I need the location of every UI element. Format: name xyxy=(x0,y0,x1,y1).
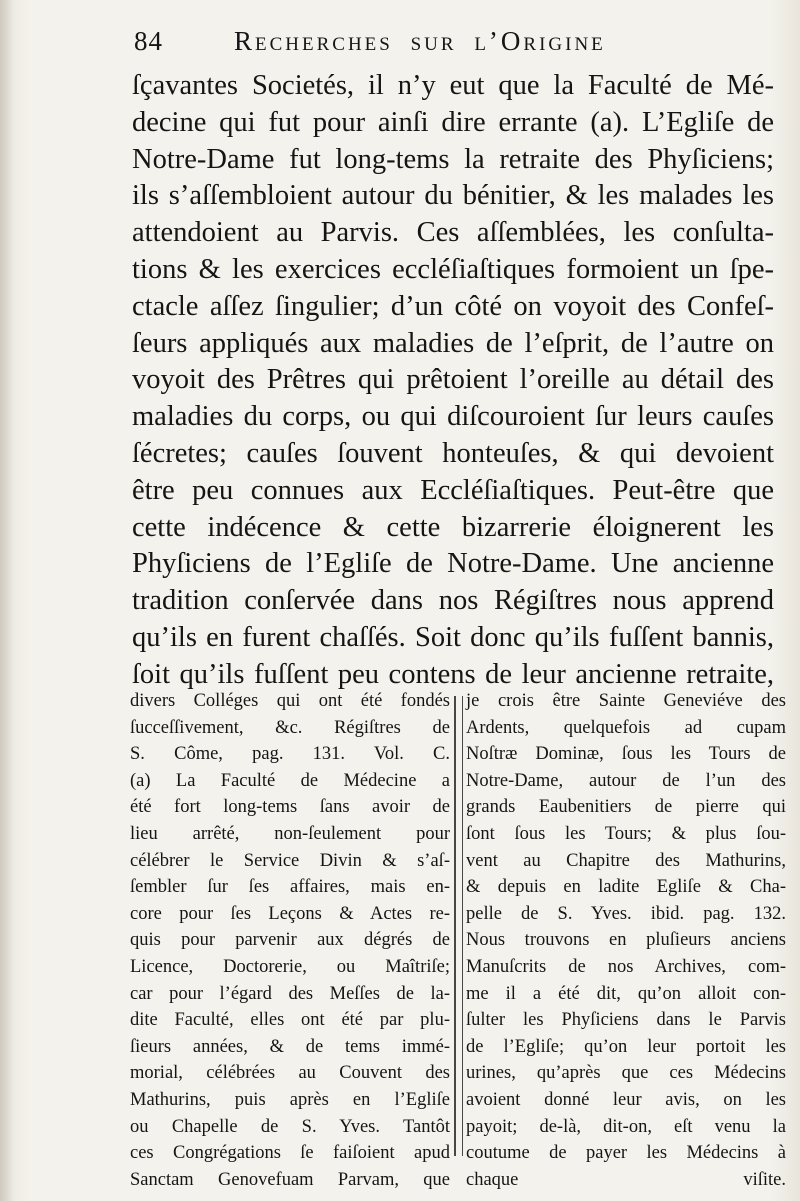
main-text-line: decine qui fut pour ainſi dire errante (a). L’Egliſe de xyxy=(132,106,774,138)
footnote-line: ſucceſſivement, &c. Régiſtres de xyxy=(130,717,450,738)
footnote-line: morial, célébrées au Couvent des xyxy=(130,1063,450,1084)
footnote-line: Manuſcrits de nos Archives, com- xyxy=(466,956,786,977)
footnote-line: chaque viſite. xyxy=(466,1169,786,1190)
footnote-line: Nous trouvons en pluſieurs anciens xyxy=(466,930,786,951)
footnote-line: & depuis en ladite Egliſe & Cha- xyxy=(466,877,786,898)
footnote-line: dite Faculté, elles ont été par plu- xyxy=(130,1010,450,1031)
footnote-line: Licence, Doctorerie, ou Maîtriſe; xyxy=(130,956,450,977)
footnote-line: je crois être Sainte Geneviéve des xyxy=(466,691,786,711)
gutter-shadow xyxy=(0,0,14,1201)
main-text-line: tradition conſervée dans nos Régiſtres nous apprend xyxy=(132,585,774,617)
footnote-line: (a) La Faculté de Médecine a xyxy=(130,770,450,791)
main-text-line: Notre-Dame fut long-tems la retraite des Phyſiciens; xyxy=(132,143,774,175)
main-text-line: cette indécence & cette bizarrerie éloignerent les xyxy=(132,511,774,543)
footnote-line: de l’Egliſe; qu’on leur portoit les xyxy=(466,1036,786,1057)
footnote-line: pelle de S. Yves. ibid. pag. 132. xyxy=(466,903,786,924)
footnote-line: lieu arrêté, non-ſeulement pour xyxy=(130,823,450,844)
footnote-line: Noſtræ Dominæ, ſous les Tours de xyxy=(466,744,786,765)
footnote-line: urines, qu’après que ces Médecins xyxy=(466,1063,786,1084)
footnote-line: grands Eaubenitiers de pierre qui xyxy=(466,797,786,818)
footnote-line: ſembler ſur ſes affaires, mais en- xyxy=(130,877,450,898)
footnote-line: vent au Chapitre des Mathurins, xyxy=(466,850,786,871)
main-text-line: tions & les exercices eccléſiaſtiques formoient un ſpe- xyxy=(132,253,774,285)
main-text-line: attendoient au Parvis. Ces aſſemblées, les conſulta- xyxy=(132,217,774,249)
footnote-line: été fort long-tems ſans avoir de xyxy=(130,797,450,818)
main-text-line: Phyſiciens de l’Egliſe de Notre-Dame. Une ancienne xyxy=(132,548,774,580)
footnote-line: célébrer le Service Divin & s’aſ- xyxy=(130,850,450,871)
main-text-line: ſécretes; cauſes ſouvent honteuſes, & qui devoient xyxy=(132,437,774,469)
main-text-line: ſçavantes Societés, il n’y eut que la Faculté de Mé- xyxy=(132,70,774,101)
column-rule xyxy=(454,696,463,1156)
main-text-line: être peu connues aux Eccléſiaſtiques. Peut-être que xyxy=(132,474,774,506)
running-title: Recherches sur l’Origine xyxy=(234,26,606,56)
main-text-line: ſoit qu’ils fuſſent peu contens de leur ancienne retraite, xyxy=(132,658,774,690)
main-text-line: ſeurs appliqués aux maladies de l’eſprit, de l’autre on xyxy=(132,327,774,359)
main-text-line: ils s’aſſembloient autour du bénitier, & les malades les xyxy=(132,180,774,212)
footnote-line: avoient donné leur avis, on les xyxy=(466,1089,786,1110)
footnote-column-left xyxy=(130,688,450,1193)
footnote-line: me il a été dit, qu’on alloit con- xyxy=(466,983,786,1004)
footnote-line: quis pour parvenir aux dégrés de xyxy=(130,930,450,951)
footnotes xyxy=(130,688,786,1190)
main-text-line: voyoit des Prêtres qui prêtoient l’oreille au détail des xyxy=(132,364,774,396)
main-text-line: qu’ils en furent chaſſés. Soit donc qu’ils fuſſent bannis, xyxy=(132,621,774,653)
footnote-line: payoit; de-là, dit-on, eſt venu la xyxy=(466,1116,786,1137)
footnote-separator xyxy=(132,680,772,681)
main-text xyxy=(132,68,774,694)
footnote-line: coutume de payer les Médecins à xyxy=(466,1143,786,1164)
footnote-line: ou Chapelle de S. Yves. Tantôt xyxy=(130,1116,450,1137)
footnote-line: core pour ſes Leçons & Actes re- xyxy=(130,903,450,924)
footnote-line: ſieurs années, & de tems immé- xyxy=(130,1036,450,1057)
footnote-line: Mathurins, puis après en l’Egliſe xyxy=(130,1089,450,1110)
footnote-line: Ardents, quelquefois ad cupam xyxy=(466,717,786,738)
footnote-line: ces Congrégations ſe faiſoient apud xyxy=(130,1143,450,1164)
main-text-line: maladies du corps, ou qui diſcouroient ſur leurs cauſes xyxy=(132,401,774,433)
main-text-line: ctacle aſſez ſingulier; d’un côté on voyoit des Confeſ- xyxy=(132,290,774,322)
footnote-line: Sanctam Genovefuam Parvam, que xyxy=(130,1169,450,1190)
footnote-line: divers Colléges qui ont été fondés xyxy=(130,691,450,711)
footnote-line: car pour l’égard des Meſſes de la- xyxy=(130,983,450,1004)
footnote-column-right xyxy=(466,688,786,1193)
footnote-line: Notre-Dame, autour de l’un des xyxy=(466,770,786,791)
footnote-line: ſulter les Phyſiciens dans le Parvis xyxy=(466,1010,786,1031)
page-header xyxy=(134,26,774,62)
footnote-line: S. Côme, pag. 131. Vol. C. xyxy=(130,744,450,765)
page-number: 84 xyxy=(134,26,163,56)
footnote-line: ſont ſous les Tours; & plus ſou- xyxy=(466,823,786,844)
